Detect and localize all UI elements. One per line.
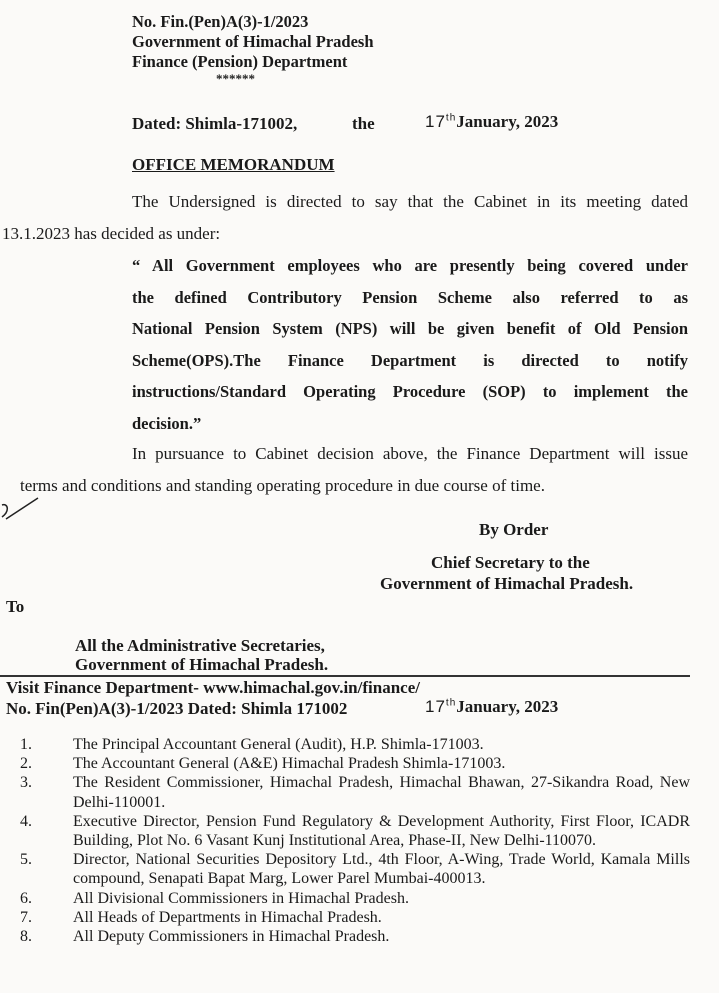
reference-number: No. Fin.(Pen)A(3)-1/2023 xyxy=(132,12,309,31)
handwritten-day: 17 xyxy=(425,112,446,131)
cabinet-decision-quote: “ All Government employees who are presently being covered under the defined Contributory Pension Scheme also referred to as National Pension System (NPS) will be given benefit of Old Pension Scheme(OPS).The Finance Department is directed to notify instructions/Standard Operating Procedure (SOP) to implement the decision.” xyxy=(132,256,688,433)
memo-para1-line1: The Undersigned is directed to say that the Cabinet in its meeting dated xyxy=(132,192,688,211)
list-item: 1. The Principal Accountant General (Audit), H.P. Shimla-171003. xyxy=(20,736,484,753)
header-separator: ****** xyxy=(216,71,255,86)
dateline-date xyxy=(425,112,558,132)
endorsement-date xyxy=(425,697,558,717)
copy-to-list xyxy=(20,735,690,946)
dateline-the: the xyxy=(352,114,375,133)
endorsement-month-year: January, 2023 xyxy=(456,697,559,716)
memo-title: OFFICE MEMORANDUM xyxy=(132,155,335,174)
list-item: 5. Director, National Securities Depository Ltd., 4th Floor, A-Wing, Trade World, Kamala Mills compound, Senapati Bapat Marg, Lower Parel Mumbai-400013. xyxy=(20,851,690,888)
department-name: Finance (Pension) Department xyxy=(132,52,348,71)
list-item: 8. All Deputy Commissioners in Himachal Pradesh. xyxy=(20,928,390,946)
signatory-designation-line2: Government of Himachal Pradesh. xyxy=(380,574,634,593)
handwritten-day-suffix: th xyxy=(445,697,457,709)
dateline-month-year: January, 2023 xyxy=(456,112,559,131)
list-item: 6. All Divisional Commissioners in Himachal Pradesh. xyxy=(20,889,409,907)
list-item: 3. The Resident Commissioner, Himachal Pradesh, Himachal Bhawan, 27-Sikandra Road, New Delhi-110001. xyxy=(20,774,690,811)
footer-divider xyxy=(0,675,690,677)
signatory-designation-line1: Chief Secretary to the xyxy=(431,553,590,572)
addressee-line1: All the Administrative Secretaries, xyxy=(75,636,325,655)
government-name: Government of Himachal Pradesh xyxy=(132,32,374,51)
by-order: By Order xyxy=(479,520,549,539)
memo-para1-line2: 13.1.2023 has decided as under: xyxy=(2,224,221,243)
handwritten-day: 17 xyxy=(425,697,446,716)
handwritten-signature-mark-icon xyxy=(0,495,50,525)
memo-para2-line1: In pursuance to Cabinet decision above, the Finance Department will issue xyxy=(132,444,688,463)
addressee-line2: Government of Himachal Pradesh. xyxy=(75,655,329,674)
list-item: 2. The Accountant General (A&E) Himachal Pradesh Shimla-171003. xyxy=(20,755,506,773)
to-label: To xyxy=(6,597,25,616)
memo-para2-line2: terms and conditions and standing operating procedure in due course of time. xyxy=(20,476,545,495)
list-item: 7. All Heads of Departments in Himachal Pradesh. xyxy=(20,908,382,926)
endorsement-reference: No. Fin(Pen)A(3)-1/2023 Dated: Shimla 171002 xyxy=(6,699,348,718)
list-item: 4. Executive Director, Pension Fund Regulatory & Development Authority, First Floor, ICADR Building, Plot No. 6 Vasant Kunj Institutional Area, Phase-II, New Delhi-110070. xyxy=(20,812,690,850)
website-line: Visit Finance Department- www.himachal.gov.in/finance/ xyxy=(6,678,420,697)
handwritten-day-suffix: th xyxy=(445,112,457,124)
dateline-place: Dated: Shimla-171002, xyxy=(132,114,298,133)
